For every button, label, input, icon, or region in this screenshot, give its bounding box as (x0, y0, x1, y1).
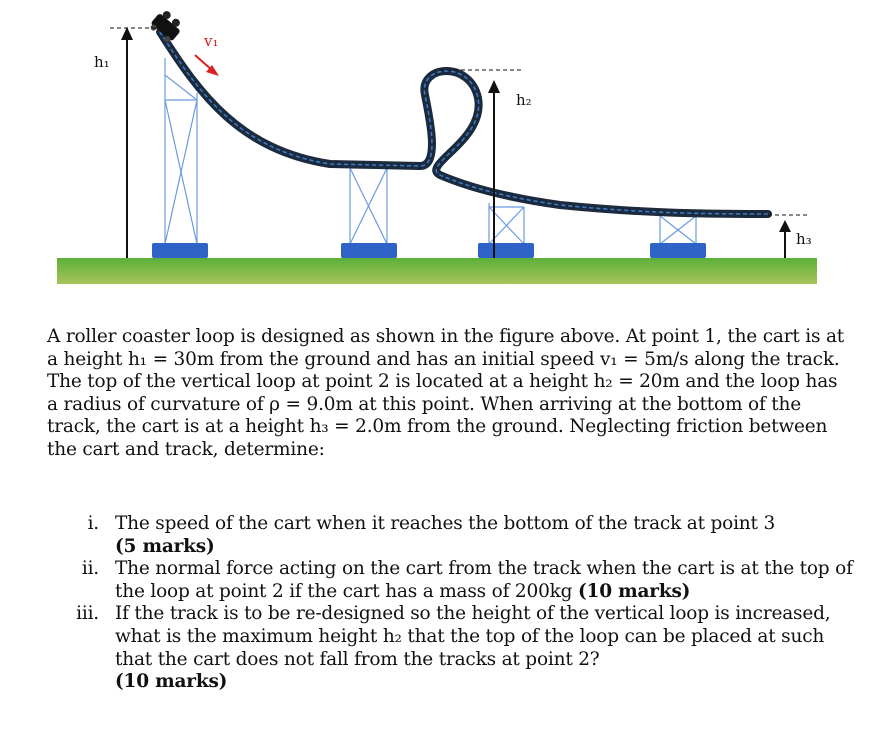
question-list (40, 513, 860, 694)
question-body: If the track is to be re-designed so the height of the vertical loop is increased, what is the maximum height h₂ that the top of the loop can be placed at such that the cart does not fall from the tracks at point 2? (115, 603, 831, 670)
h2-label: h₂ (516, 91, 532, 109)
question-text (115, 558, 860, 603)
question-number: i. (87, 513, 99, 534)
footing-3 (478, 243, 534, 258)
roller-coaster-figure (0, 0, 879, 300)
h1-label: h₁ (94, 53, 110, 71)
question-item (40, 603, 860, 693)
question-marks: (5 marks) (115, 535, 215, 557)
h3-label: h₃ (796, 230, 812, 248)
footing-2 (341, 243, 397, 258)
h1-dimension (110, 27, 158, 258)
question-item (40, 513, 860, 558)
support-tower-2 (350, 165, 387, 244)
support-tower-1 (165, 58, 197, 244)
problem-statement: A roller coaster loop is designed as shown in the figure above. At point 1, the cart is at a height h₁ = 30m from the ground and has an initial speed v₁ = 5m/s along the track. The top of the vertical loop at point 2 is located at a height h₂ = 20m and the loop has a radius of curvature of ρ = 9.0m at this point. When arriving at the bottom of the track, the cart is at a height h₃ = 2.0m from the ground. Neglecting friction between the cart and track, determine: (47, 326, 845, 460)
v1-label: v₁ (204, 32, 219, 50)
footing-4 (650, 243, 706, 258)
footing-1 (152, 243, 208, 258)
question-item (40, 558, 860, 603)
question-marks: (10 marks) (115, 671, 228, 693)
question-number: ii. (81, 558, 99, 580)
question-text (115, 513, 860, 558)
question-number: iii. (76, 603, 99, 625)
coaster-track (160, 32, 768, 214)
question-text (115, 603, 860, 693)
coaster-cart (148, 8, 186, 45)
question-body: The normal force acting on the cart from the track when the cart is at the top of the loop at point 2 if the cart has a mass of 200kg (115, 558, 853, 602)
support-tower-4 (660, 216, 696, 244)
question-body: The speed of the cart when it reaches the bottom of the track at point 3 (115, 513, 776, 534)
question-marks: (10 marks) (577, 580, 691, 602)
ground (57, 258, 817, 284)
velocity-arrow (195, 55, 219, 76)
